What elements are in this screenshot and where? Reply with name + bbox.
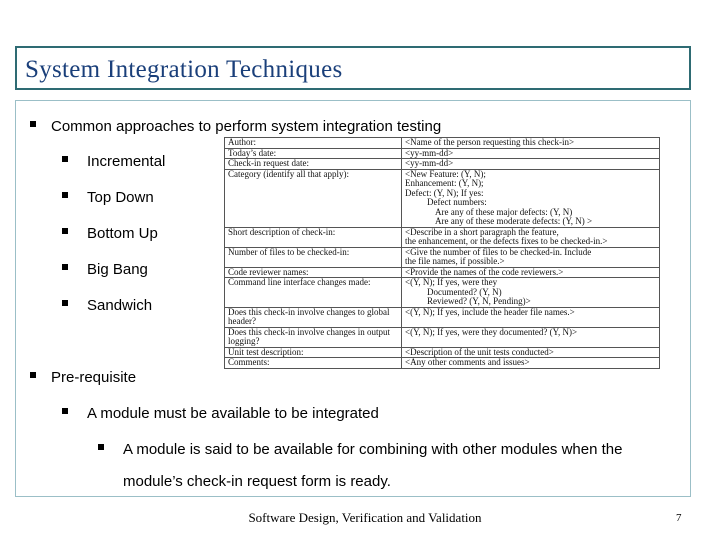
- form-label: Unit test description:: [225, 347, 402, 358]
- form-row: [225, 347, 660, 358]
- footer-course: Software Design, Verification and Validation: [248, 510, 482, 525]
- form-label: Does this check-in involve changes in output logging?: [225, 327, 402, 347]
- bullet-text: A module is said to be available for combining with other modules when the: [123, 441, 623, 458]
- bullet-text: Common approaches to perform system integration testing: [51, 118, 442, 135]
- form-label: Short description of check-in:: [225, 227, 402, 247]
- approach-label: Incremental: [87, 153, 166, 170]
- form-value: <Name of the person requesting this check-in>: [402, 138, 660, 149]
- bullet-module-available: [62, 405, 379, 422]
- bullet-square-icon: [30, 372, 36, 378]
- approach-item: [62, 261, 148, 278]
- form-row: [225, 227, 660, 247]
- form-row: [225, 327, 660, 347]
- form-value: [402, 278, 660, 308]
- title-box: [15, 46, 691, 90]
- form-value: <Any other comments and issues>: [402, 358, 660, 369]
- check-in-form-table: [224, 137, 660, 369]
- form-value: <yy-mm-dd>: [402, 159, 660, 170]
- form-label: Number of files to be checked-in:: [225, 247, 402, 267]
- form-row: [225, 278, 660, 308]
- form-label: Does this check-in involve changes to global header?: [225, 307, 402, 327]
- form-row: [225, 148, 660, 159]
- approach-item: [62, 189, 154, 206]
- bullet-module-definition: [98, 441, 622, 458]
- form-value-line: Are any of these major defects: (Y, N): [435, 206, 573, 217]
- form-value-line: Reviewed? (Y, N, Pending)>: [427, 296, 531, 306]
- bullet-square-icon: [62, 408, 68, 414]
- form-value-line: <New Feature: (Y, N);: [405, 168, 486, 179]
- approach-label: Sandwich: [87, 297, 153, 314]
- form-value-line: Enhancement: (Y, N);: [405, 178, 484, 188]
- form-row: [225, 159, 660, 170]
- approach-item: [62, 225, 158, 242]
- form-row: [225, 138, 660, 149]
- form-value: <(Y, N); If yes, include the header file names.>: [402, 307, 660, 327]
- bullet-text: Pre-requisite: [51, 369, 137, 386]
- approach-label: Big Bang: [87, 261, 148, 278]
- slide-title: System Integration Techniques: [25, 56, 343, 83]
- bullet-square-icon: [62, 192, 68, 198]
- form-value: [402, 227, 660, 247]
- form-value-line: Documented? (Y, N): [427, 286, 502, 297]
- form-value-line: Defect: (Y, N); If yes:: [405, 187, 484, 198]
- form-value-line: <(Y, N); If yes, were they: [405, 277, 498, 287]
- form-row: [225, 358, 660, 369]
- form-value-line: the enhancement, or the defects fixes to be checked-in.>: [405, 236, 608, 246]
- form-label: Today’s date:: [225, 148, 402, 159]
- bullet-square-icon: [62, 156, 68, 162]
- form-label: Author:: [225, 138, 402, 149]
- form-row: [225, 169, 660, 227]
- bullet-text: module’s check-in request form is ready.: [123, 473, 391, 490]
- bullet-square-icon: [62, 264, 68, 270]
- bullet-prerequisite: [30, 369, 136, 386]
- bullet-text: A module must be available to be integrated: [87, 405, 379, 422]
- approach-item: [62, 153, 165, 170]
- form-value: <(Y, N); If yes, were they documented? (Y, N)>: [402, 327, 660, 347]
- form-value-line: the file names, if possible.>: [405, 256, 505, 266]
- bullet-square-icon: [62, 228, 68, 234]
- form-row: [225, 307, 660, 327]
- form-label: Command line interface changes made:: [225, 278, 402, 308]
- form-value: <Provide the names of the code reviewers.>: [402, 267, 660, 278]
- bullet-approaches: [30, 118, 441, 135]
- page-number: 7: [676, 512, 682, 524]
- form-label: Check-in request date:: [225, 159, 402, 170]
- form-value-line: Defect numbers:: [427, 197, 487, 207]
- form-row: [225, 267, 660, 278]
- bullet-module-definition-cont: [123, 473, 391, 490]
- footer-divider: [15, 496, 691, 497]
- bullet-square-icon: [98, 444, 104, 450]
- form-label: Code reviewer names:: [225, 267, 402, 278]
- bullet-square-icon: [62, 300, 68, 306]
- form-row: [225, 247, 660, 267]
- form-label: Comments:: [225, 358, 402, 369]
- form-value: <yy-mm-dd>: [402, 148, 660, 159]
- form-value-line: Are any of these moderate defects: (Y, N) >: [435, 216, 593, 226]
- form-value: <Description of the unit tests conducted>: [402, 347, 660, 358]
- form-label: Category (identify all that apply):: [225, 169, 402, 227]
- form-value-line: <Describe in a short paragraph the feature,: [405, 226, 559, 237]
- approach-item: [62, 297, 152, 314]
- approach-label: Bottom Up: [87, 225, 158, 242]
- form-value: [402, 247, 660, 267]
- bullet-square-icon: [30, 121, 36, 127]
- approach-label: Top Down: [87, 189, 154, 206]
- form-value-line: <Give the number of files to be checked-in. Include: [405, 246, 592, 257]
- check-in-form: [224, 137, 660, 405]
- form-value: [402, 169, 660, 227]
